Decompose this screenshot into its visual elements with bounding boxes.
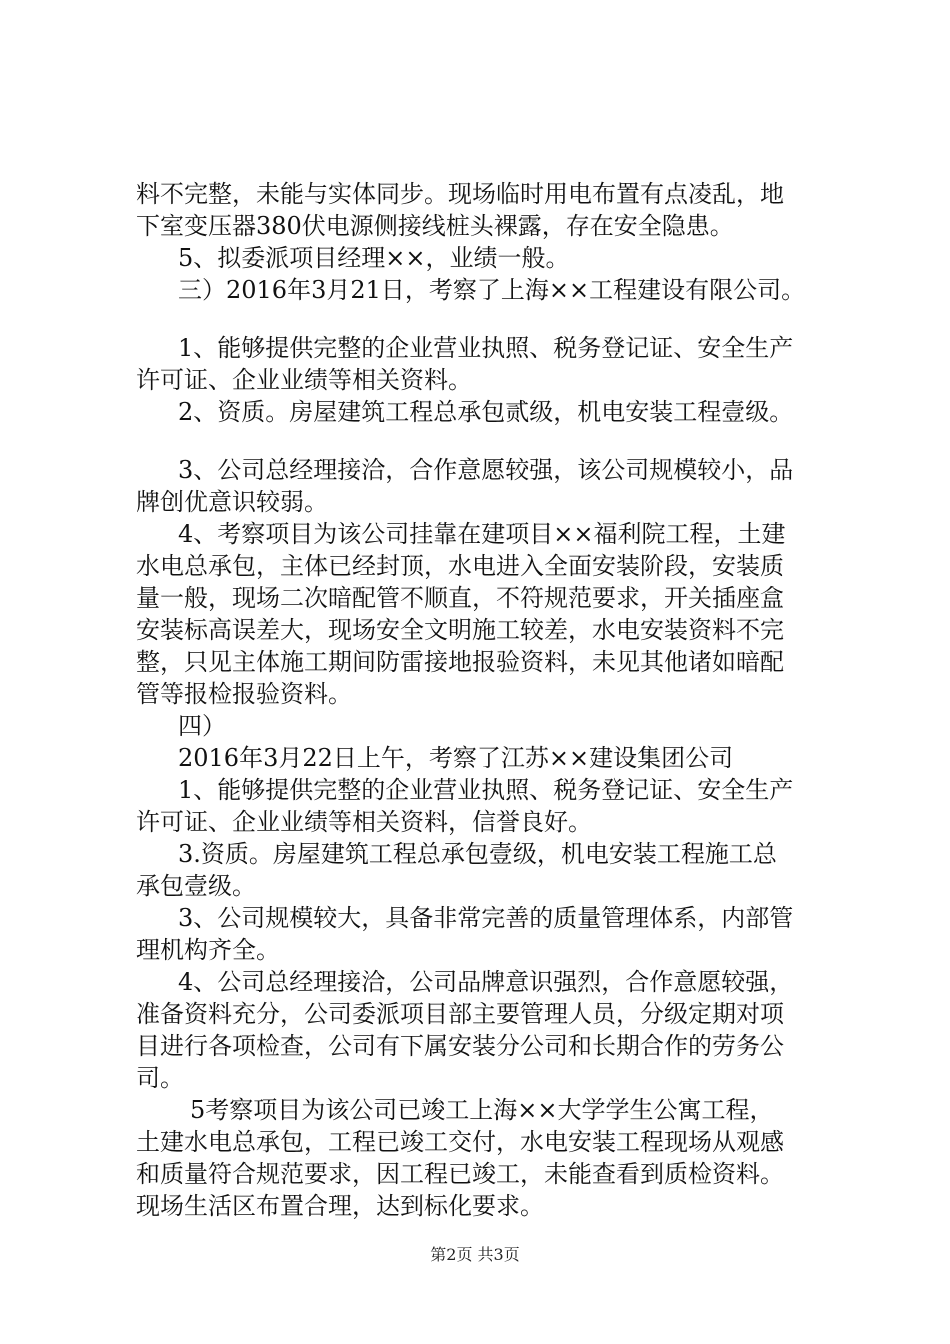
text-line: 整，只见主体施工期间防雷接地报验资料，未见其他诸如暗配: [136, 648, 784, 676]
text-line: 牌创优意识较弱。: [136, 488, 328, 516]
text-line: 目进行各项检查，公司有下属安装分公司和长期合作的劳务公: [136, 1032, 784, 1060]
text-line: 3、公司总经理接洽，合作意愿较强，该公司规模较小，品: [178, 456, 794, 484]
text-line: 下室变压器380伏电源侧接线桩头裸露，存在安全隐患。: [136, 212, 734, 240]
section-heading: 四）: [178, 712, 226, 740]
text-line: 准备资料充分，公司委派项目部主要管理人员，分级定期对项: [136, 1000, 784, 1028]
text-line: 承包壹级。: [136, 872, 256, 900]
text-line: 料不完整，未能与实体同步。现场临时用电布置有点凌乱，地: [136, 180, 784, 208]
text-line: 5考察项目为该公司已竣工上海××大学学生公寓工程，: [190, 1096, 774, 1124]
text-line: 4、考察项目为该公司挂靠在建项目××福利院工程，土建: [178, 520, 786, 548]
text-line: 管等报检报验资料。: [136, 680, 352, 708]
text-line: 4、公司总经理接洽，公司品牌意识强烈，合作意愿较强，: [178, 968, 794, 996]
text-line: 安装标高误差大，现场安全文明施工较差，水电安装资料不完: [136, 616, 784, 644]
text-line: 三）2016年3月21日，考察了上海××工程建设有限公司。: [178, 276, 806, 304]
text-line: 司。: [136, 1064, 184, 1092]
text-line: 许可证、企业业绩等相关资料。: [136, 366, 472, 394]
text-line: 现场生活区布置合理，达到标化要求。: [136, 1192, 544, 1220]
text-line: 3.资质。房屋建筑工程总承包壹级，机电安装工程施工总: [178, 840, 777, 868]
text-line: 5、拟委派项目经理××，业绩一般。: [178, 244, 570, 272]
text-line: 许可证、企业业绩等相关资料，信誉良好。: [136, 808, 592, 836]
text-line: 理机构齐全。: [136, 936, 280, 964]
text-line: 2、资质。房屋建筑工程总承包贰级，机电安装工程壹级。: [178, 398, 794, 426]
text-line: 1、能够提供完整的企业营业执照、税务登记证、安全生产: [178, 334, 794, 362]
text-line: 1、能够提供完整的企业营业执照、税务登记证、安全生产: [178, 776, 794, 804]
page-number-footer: 第2页 共3页: [430, 1245, 520, 1264]
text-line: 3、公司规模较大，具备非常完善的质量管理体系，内部管: [178, 904, 794, 932]
text-line: 量一般，现场二次暗配管不顺直，不符规范要求，开关插座盒: [136, 584, 784, 612]
text-line: 水电总承包，主体已经封顶，水电进入全面安装阶段，安装质: [136, 552, 784, 580]
text-line: 2016年3月22日上午，考察了江苏××建设集团公司: [178, 744, 734, 772]
text-line: 和质量符合规范要求，因工程已竣工，未能查看到质检资料。: [136, 1160, 784, 1188]
text-line: 土建水电总承包，工程已竣工交付，水电安装工程现场从观感: [136, 1128, 784, 1156]
